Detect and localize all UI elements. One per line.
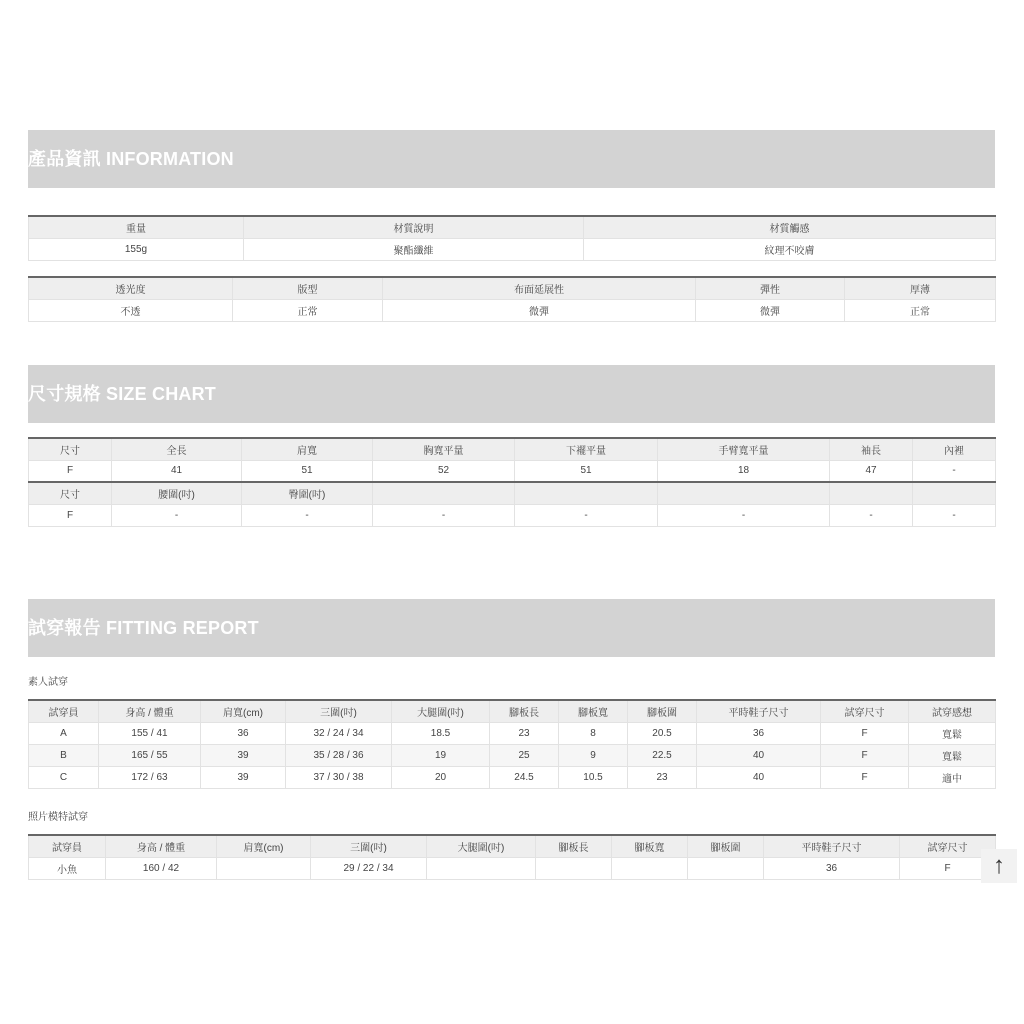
size-header: 腰圍(吋): [112, 482, 242, 504]
model-header: 大腿圍(吋): [427, 835, 536, 857]
fitting-header: 平時鞋子尺寸: [697, 700, 821, 722]
model-cell: [612, 857, 688, 879]
size-header: [830, 482, 913, 504]
value-stretch: 微彈: [383, 299, 696, 321]
fitting-header: 腳板長: [490, 700, 559, 722]
model-header: 試穿尺寸: [900, 835, 996, 857]
info-table-2: [28, 276, 996, 322]
value-thickness: 正常: [845, 299, 996, 321]
fitting-cell: B: [29, 744, 99, 766]
value-texture: 紋理不咬膚: [584, 238, 996, 260]
fitting-cell: 36: [201, 722, 286, 744]
table-row: [29, 277, 996, 299]
model-cell: [536, 857, 612, 879]
size-header: 肩寬: [242, 438, 373, 460]
size-value: 18: [658, 460, 830, 482]
size-value: 52: [373, 460, 515, 482]
header-weight: 重量: [29, 216, 244, 238]
fitting-cell: 172 / 63: [99, 766, 201, 788]
size-header: 袖長: [830, 438, 913, 460]
fitting-header: 試穿尺寸: [821, 700, 909, 722]
fitting-cell: 35 / 28 / 36: [286, 744, 392, 766]
size-value: -: [373, 504, 515, 526]
header-elasticity: 彈性: [696, 277, 845, 299]
fitting-cell: 10.5: [559, 766, 628, 788]
fitting-cell: F: [821, 722, 909, 744]
value-elasticity: 微彈: [696, 299, 845, 321]
table-row: [29, 700, 996, 722]
back-to-top-button[interactable]: [981, 849, 1017, 883]
size-value: 51: [515, 460, 658, 482]
size-header: 內裡: [913, 438, 996, 460]
size-header: 尺寸: [29, 482, 112, 504]
table-row: [29, 238, 996, 260]
fitting-cell: 適中: [909, 766, 996, 788]
model-cell: 36: [764, 857, 900, 879]
value-material: 聚酯纖維: [244, 238, 584, 260]
header-thickness: 厚薄: [845, 277, 996, 299]
fitting-header: 試穿員: [29, 700, 99, 722]
fitting-header: 腳板圍: [628, 700, 697, 722]
value-opacity: 不透: [29, 299, 233, 321]
header-material: 材質說明: [244, 216, 584, 238]
fitting-cell: A: [29, 722, 99, 744]
size-header: 臀圍(吋): [242, 482, 373, 504]
fitting-cell: 37 / 30 / 38: [286, 766, 392, 788]
information-title: 產品資訊 INFORMATION: [28, 149, 234, 169]
table-row: [29, 216, 996, 238]
fitting-cell: 39: [201, 766, 286, 788]
arrow-up-icon: ↑: [993, 852, 1005, 879]
table-row: [29, 504, 996, 526]
size-value: -: [112, 504, 242, 526]
model-cell: 160 / 42: [106, 857, 217, 879]
model-header: 三圍(吋): [311, 835, 427, 857]
fitting-header: 大腿圍(吋): [392, 700, 490, 722]
model-cell: [217, 857, 311, 879]
table-row: [29, 460, 996, 482]
fitting-cell: F: [821, 766, 909, 788]
model-cell: F: [900, 857, 996, 879]
size-header: 胸寬平量: [373, 438, 515, 460]
fitting-cell: F: [821, 744, 909, 766]
fitting-cell: 155 / 41: [99, 722, 201, 744]
fitting-cell: 寬鬆: [909, 722, 996, 744]
model-cell: 29 / 22 / 34: [311, 857, 427, 879]
fitting-report-title: 試穿報告 FITTING REPORT: [28, 618, 259, 638]
model-fitting-label: 照片模特試穿: [28, 812, 88, 823]
info-table-1: [28, 215, 996, 261]
fitting-cell: 23: [490, 722, 559, 744]
fitting-cell: 19: [392, 744, 490, 766]
value-weight: 155g: [29, 238, 244, 260]
size-value: -: [242, 504, 373, 526]
size-value: -: [515, 504, 658, 526]
header-fit: 版型: [233, 277, 383, 299]
fitting-cell: 165 / 55: [99, 744, 201, 766]
model-cell: [427, 857, 536, 879]
model-header: 腳板長: [536, 835, 612, 857]
header-texture: 材質觸感: [584, 216, 996, 238]
model-header: 腳板寬: [612, 835, 688, 857]
fitting-header: 試穿感想: [909, 700, 996, 722]
fitting-header: 三圍(吋): [286, 700, 392, 722]
value-fit: 正常: [233, 299, 383, 321]
fitting-header: 腳板寬: [559, 700, 628, 722]
header-opacity: 透光度: [29, 277, 233, 299]
fitting-report-header: [28, 599, 995, 657]
header-stretch: 布面延展性: [383, 277, 696, 299]
size-header: 手臂寬平量: [658, 438, 830, 460]
table-row: [29, 766, 996, 788]
size-table: [28, 437, 996, 527]
table-row: [29, 722, 996, 744]
size-header: 全長: [112, 438, 242, 460]
fitting-cell: 9: [559, 744, 628, 766]
table-row: [29, 438, 996, 460]
fitting-cell: 22.5: [628, 744, 697, 766]
table-row: [29, 835, 996, 857]
model-cell: 小魚: [29, 857, 106, 879]
amateur-fitting-label: 素人試穿: [28, 677, 68, 688]
fitting-header: 身高 / 體重: [99, 700, 201, 722]
information-header: [28, 130, 995, 188]
size-value: 41: [112, 460, 242, 482]
table-row: [29, 482, 996, 504]
size-value: -: [830, 504, 913, 526]
size-value: -: [913, 504, 996, 526]
size-value: -: [658, 504, 830, 526]
model-header: 平時鞋子尺寸: [764, 835, 900, 857]
table-row: [29, 857, 996, 879]
fitting-cell: 40: [697, 744, 821, 766]
size-header: [913, 482, 996, 504]
fitting-cell: 23: [628, 766, 697, 788]
fitting-cell: 39: [201, 744, 286, 766]
size-value: 47: [830, 460, 913, 482]
fitting-cell: 24.5: [490, 766, 559, 788]
size-header: [373, 482, 515, 504]
fitting-cell: 40: [697, 766, 821, 788]
model-header: 肩寬(cm): [217, 835, 311, 857]
fitting-cell: 8: [559, 722, 628, 744]
size-header: 下襬平量: [515, 438, 658, 460]
fitting-cell: 20.5: [628, 722, 697, 744]
size-chart-title: 尺寸規格 SIZE CHART: [28, 384, 217, 404]
fitting-cell: 20: [392, 766, 490, 788]
fitting-cell: 32 / 24 / 34: [286, 722, 392, 744]
size-value: F: [29, 504, 112, 526]
size-value: 51: [242, 460, 373, 482]
table-row: [29, 299, 996, 321]
model-header: 腳板圍: [688, 835, 764, 857]
fitting-cell: 25: [490, 744, 559, 766]
size-header: 尺寸: [29, 438, 112, 460]
fitting-cell: 36: [697, 722, 821, 744]
size-value: F: [29, 460, 112, 482]
table-row: [29, 744, 996, 766]
fitting-cell: C: [29, 766, 99, 788]
model-cell: [688, 857, 764, 879]
fitting-cell: 18.5: [392, 722, 490, 744]
model-header: 身高 / 體重: [106, 835, 217, 857]
fitting-cell: 寬鬆: [909, 744, 996, 766]
size-chart-header: [28, 365, 995, 423]
size-value: -: [913, 460, 996, 482]
amateur-fitting-table: [28, 699, 996, 789]
size-header: [515, 482, 658, 504]
size-header: [658, 482, 830, 504]
model-header: 試穿員: [29, 835, 106, 857]
model-fitting-table: [28, 834, 996, 880]
fitting-header: 肩寬(cm): [201, 700, 286, 722]
